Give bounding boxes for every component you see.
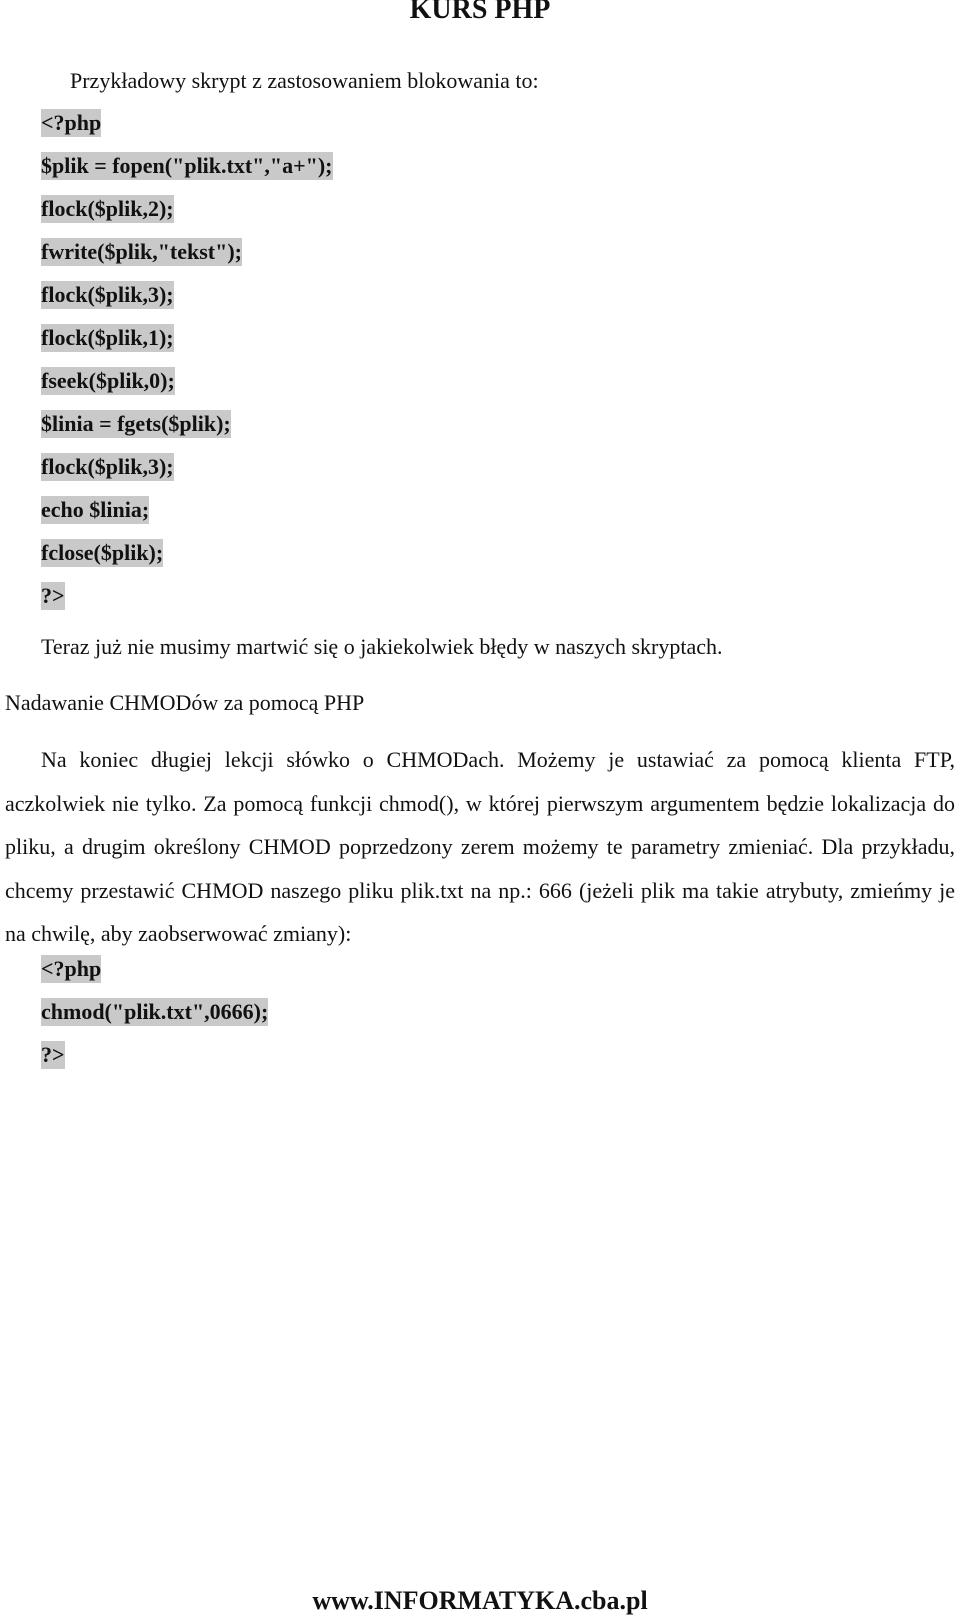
code-line	[41, 409, 333, 452]
code-line	[41, 237, 333, 280]
code-line-text: flock($plik,2);	[41, 196, 174, 221]
intro-text: Przykładowy skrypt z zastosowaniem blokowania to:	[70, 68, 539, 93]
after-code-text: Teraz już nie musimy martwić się o jakiekolwiek błędy w naszych skryptach.	[41, 634, 723, 659]
code-line	[41, 151, 333, 194]
code-line	[41, 997, 268, 1040]
code-line	[41, 323, 333, 366]
code-line-text: $linia = fgets($plik);	[41, 411, 231, 436]
page-header	[0, 0, 960, 28]
section-paragraph: Na koniec długiej lekcji słówko o CHMODach. Możemy je ustawiać za pomocą klienta FTP, aczkolwiek nie tylko. Za pomocą funkcji chmod(), w której pierwszym argumentem będzie lokalizacja do pliku, a drugim określony CHMOD poprzedzony zerem możemy te parametry zmieniać. Dla przykładu, chcemy przestawić CHMOD naszego pliku plik.txt na np.: 666 (jeżeli plik ma takie atrybuty, zmieńmy je na chwilę, aby zaobserwować zmiany):	[5, 747, 955, 946]
code-block-locking	[41, 108, 333, 624]
code-line	[41, 366, 333, 409]
code-line-text: $plik = fopen("plik.txt","a+");	[41, 153, 333, 178]
code-line	[41, 495, 333, 538]
code-line-text: flock($plik,3);	[41, 454, 174, 479]
code-line	[41, 581, 333, 624]
code-line	[41, 194, 333, 237]
code-line-text: <?php	[41, 956, 102, 981]
code-line-text: flock($plik,3);	[41, 282, 174, 307]
code-line-text: ?>	[41, 1042, 65, 1067]
code-line	[41, 108, 333, 151]
code-block-chmod	[41, 954, 268, 1083]
code-line-text: echo $linia;	[41, 497, 150, 522]
code-line-text: ?>	[41, 583, 65, 608]
code-line	[41, 452, 333, 495]
code-line-text: fclose($plik);	[41, 540, 164, 565]
code-line-text: fseek($plik,0);	[41, 368, 175, 393]
code-line	[41, 280, 333, 323]
code-line	[41, 1040, 268, 1083]
code-line-text: chmod("plik.txt",0666);	[41, 999, 269, 1024]
code-line	[41, 954, 268, 997]
page-title: KURS PHP	[409, 0, 551, 25]
code-line-text: flock($plik,1);	[41, 325, 174, 350]
code-line-text: <?php	[41, 110, 102, 135]
footer-url: www.INFORMATYKA.cba.pl	[312, 1586, 648, 1615]
section-heading: Nadawanie CHMODów za pomocą PHP	[5, 690, 365, 715]
code-line-text: fwrite($plik,"tekst");	[41, 239, 242, 264]
code-line	[41, 538, 333, 581]
